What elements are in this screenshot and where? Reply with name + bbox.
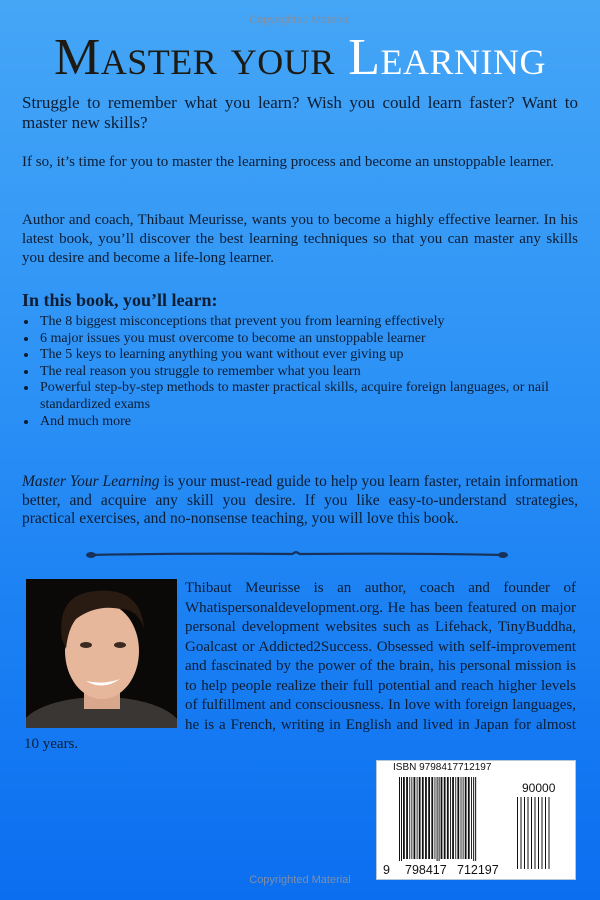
author-section	[24, 579, 576, 755]
barcode-bar	[457, 777, 459, 859]
barcode-bar	[435, 777, 436, 859]
barcode-bar	[419, 777, 421, 859]
list-item: • The real reason you struggle to remember what you learn	[38, 364, 578, 381]
list-item: • And much more	[38, 414, 578, 431]
barcode-bar	[549, 797, 550, 869]
barcode-bar	[455, 777, 456, 859]
barcode-bar	[422, 777, 424, 859]
author-bio-continued: foreign languages, he is a French, writing in English and lived in Japan for almost 10 years.	[24, 697, 577, 752]
barcode-digit-first: 9	[383, 863, 390, 877]
barcode-bar	[441, 777, 443, 859]
barcode-bar	[437, 777, 438, 861]
barcode-digits-left: 798417	[405, 863, 447, 877]
learn-heading: In this book, you’ll learn:	[22, 290, 218, 310]
title-part-1: Master your	[53, 29, 335, 86]
copyright-watermark-bottom: Copyrighted Material	[249, 874, 351, 886]
author-bio: Thibaut Meurisse is an author, coach and founder of Whatispersonaldevelopment.org. He has been featured on major personal development websites such as Lifehack, TinyBuddha, Goalcast or Addicted2Success. Obsessed with self-improvement and fascinated by the power of the brain, his personal mission is to help people realize their full potential and reach higher levels of fulfillment and consciousness. In love with	[185, 580, 576, 713]
barcode-bar	[542, 797, 543, 869]
author-photo	[26, 579, 177, 728]
barcode-bar	[461, 777, 462, 859]
barcode-bar	[531, 797, 532, 869]
barcode-bar	[428, 777, 430, 859]
intro-paragraph-3: Author and coach, Thibaut Meurisse, wants you to become a highly effective learner. In his latest book, you’ll discover the best learning techniques so that you can master any skills you desire and become a life-long learner.	[22, 212, 578, 266]
barcode-bar	[411, 777, 412, 859]
closing-paragraph	[22, 473, 578, 529]
barcode-bar	[450, 777, 451, 859]
barcode-bar	[463, 777, 464, 859]
barcode-bar	[473, 777, 474, 861]
intro-paragraph-2: If so, it’s time for you to master the learning process and become an unstoppable learner.	[22, 154, 554, 170]
barcode-bar	[406, 777, 408, 859]
barcode-bar	[471, 777, 472, 859]
list-item: • 6 major issues you must overcome to become an unstoppable learner	[38, 331, 578, 348]
list-item: • The 8 biggest misconceptions that prevent you from learning effectively	[38, 314, 578, 331]
book-title	[0, 29, 600, 86]
price-code: 90000	[522, 781, 556, 795]
barcode-bar	[403, 777, 405, 859]
closing-book-title: Master Your Learning	[22, 473, 160, 490]
barcode-digits-right: 712197	[457, 863, 499, 877]
barcode-bar	[538, 797, 539, 869]
barcode-bar	[475, 777, 476, 861]
copyright-watermark-top: Copyrighted Material	[249, 14, 351, 26]
barcode-bar	[431, 777, 433, 859]
barcode-bar	[439, 777, 440, 861]
barcode-bar	[452, 777, 454, 859]
barcode-bar	[447, 777, 449, 859]
barcode-bar	[425, 777, 427, 859]
closing-text: is your must-read guide to help you learn faster, retain information better, and acquire any skill you desire. If you like easy-to-understand strategies, practical exercises, and no-nonsense teaching, you will love this book.	[22, 473, 578, 528]
barcode-bar	[517, 797, 518, 869]
barcode-bar	[465, 777, 467, 859]
barcode-bar	[468, 777, 470, 859]
learn-list	[22, 314, 578, 430]
title-part-2: Learning	[348, 29, 546, 86]
barcode-bar	[401, 777, 402, 861]
barcode-bar	[414, 777, 416, 859]
barcode-bar	[528, 797, 529, 869]
barcode-bar	[417, 777, 418, 859]
barcode-bar	[399, 777, 400, 861]
barcode-bar	[545, 797, 546, 869]
barcode-bar	[521, 797, 522, 869]
barcode-bar	[444, 777, 446, 859]
barcode-bars	[377, 761, 575, 879]
ornamental-divider	[86, 549, 508, 561]
list-item: • Powerful step-by-step methods to master practical skills, acquire foreign languages, or nail standardized exams	[38, 380, 578, 413]
isbn-label: ISBN 9798417712197	[393, 762, 492, 773]
isbn-barcode	[376, 760, 576, 880]
barcode-bar	[535, 797, 536, 869]
intro-lead: Struggle to remember what you learn? Wish you could learn faster? Want to master new skills?	[22, 93, 578, 132]
list-item: • The 5 keys to learning anything you want without ever giving up	[38, 347, 578, 364]
barcode-bar	[409, 777, 410, 859]
barcode-bar	[524, 797, 525, 869]
